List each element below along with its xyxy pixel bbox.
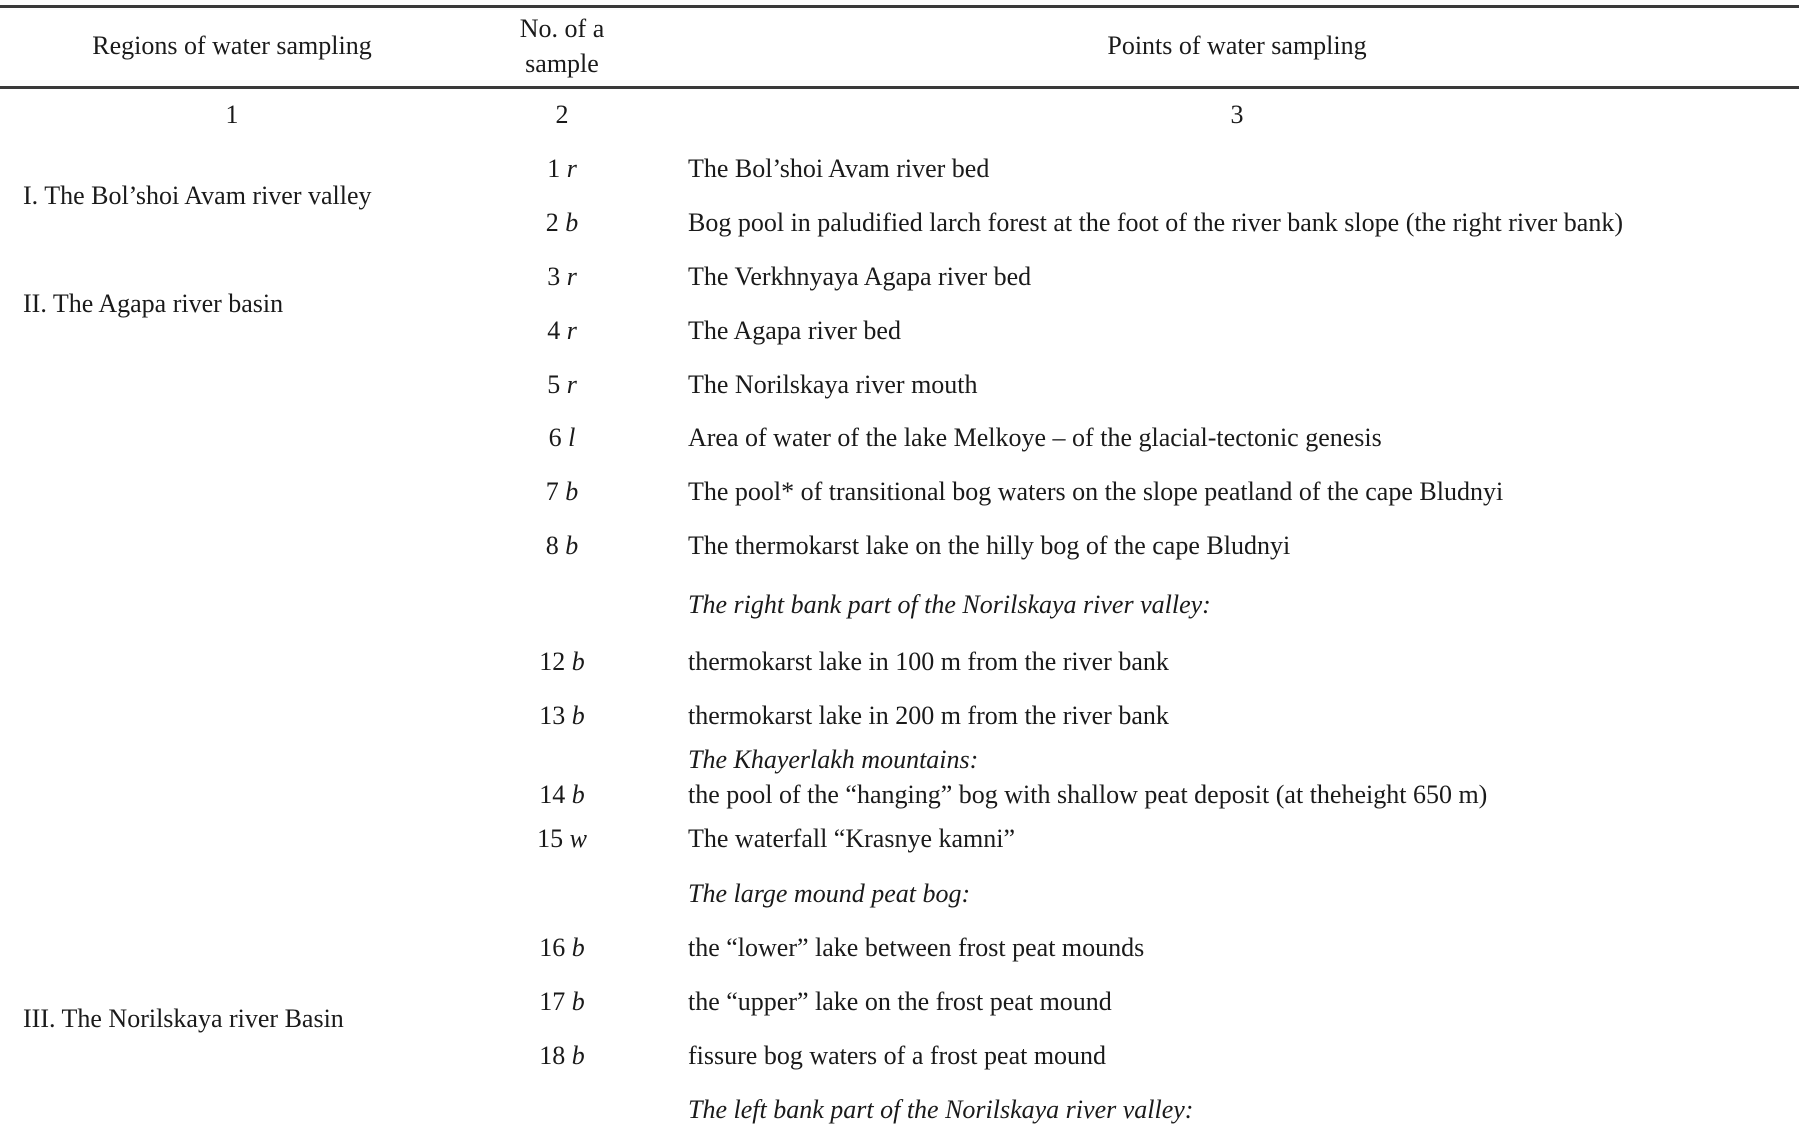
sample-number: 17 b [539, 987, 585, 1016]
sampling-point: fissure bog waters of a frost peat mound [688, 1041, 1107, 1070]
region-label: I. The Bol’shoi Avam river valley [23, 181, 372, 210]
subsection-heading: The right bank part of the Norilskaya river valley: [688, 590, 1211, 619]
sampling-point: The waterfall “Krasnye kamni” [688, 824, 1016, 853]
region-label: II. The Agapa river basin [23, 289, 284, 318]
sample-number: 1 r [547, 154, 577, 183]
sampling-point: The Norilskaya river mouth [688, 370, 978, 399]
header-points: Points of water sampling [1107, 31, 1367, 60]
sampling-point: The thermokarst lake on the hilly bog of the cape Bludnyi [688, 531, 1291, 560]
region-label: III. The Norilskaya river Basin [23, 1004, 344, 1033]
sampling-point: the “lower” lake between frost peat mounds [688, 933, 1145, 962]
sample-number: 16 b [539, 933, 585, 962]
sampling-point: the “upper” lake on the frost peat mound [688, 987, 1112, 1016]
header-sample-no-line2: sample [525, 49, 599, 78]
sample-number: 5 r [547, 370, 577, 399]
sampling-point: The pool* of transitional bog waters on the slope peatland of the cape Bludnyi [688, 477, 1504, 506]
sample-number: 12 b [539, 647, 585, 676]
sample-number: 3 r [547, 262, 577, 291]
subsection-heading: The Khayerlakh mountains: [688, 745, 979, 774]
sample-number: 14 b [539, 780, 585, 809]
subsection-heading: The large mound peat bog: [688, 879, 971, 908]
table-top-rule [0, 5, 1799, 8]
subsection-heading: The left bank part of the Norilskaya river valley: [688, 1095, 1194, 1124]
sample-number: 15 w [537, 824, 587, 853]
header-sample-no-line1: No. of a [519, 14, 605, 43]
sample-number: 6 l [548, 423, 576, 452]
sampling-point: thermokarst lake in 100 m from the river bank [688, 647, 1169, 676]
sampling-point: The Bol’shoi Avam river bed [688, 154, 990, 183]
sampling-point: thermokarst lake in 200 m from the river bank [688, 701, 1169, 730]
column-number-3: 3 [1230, 100, 1244, 129]
sample-number: 2 b [545, 208, 579, 237]
sample-number: 7 b [545, 477, 579, 506]
header-bottom-rule [0, 86, 1799, 89]
header-regions: Regions of water sampling [92, 31, 372, 60]
sampling-point: The Verkhnyaya Agapa river bed [688, 262, 1032, 291]
sampling-point: the pool of the “hanging” bog with shallow peat deposit (at theheight 650 m) [688, 780, 1488, 809]
sample-number: 4 r [547, 316, 577, 345]
column-number-1: 1 [225, 100, 239, 129]
sample-number: 8 b [545, 531, 579, 560]
sampling-point: Area of water of the lake Melkoye – of the glacial-tectonic genesis [688, 423, 1382, 452]
sampling-point: Bog pool in paludified larch forest at the foot of the river bank slope (the right river bank) [688, 208, 1623, 237]
sample-number: 13 b [539, 701, 585, 730]
sampling-point: The Agapa river bed [688, 316, 901, 345]
column-number-2: 2 [555, 100, 569, 129]
sample-number: 18 b [539, 1041, 585, 1070]
